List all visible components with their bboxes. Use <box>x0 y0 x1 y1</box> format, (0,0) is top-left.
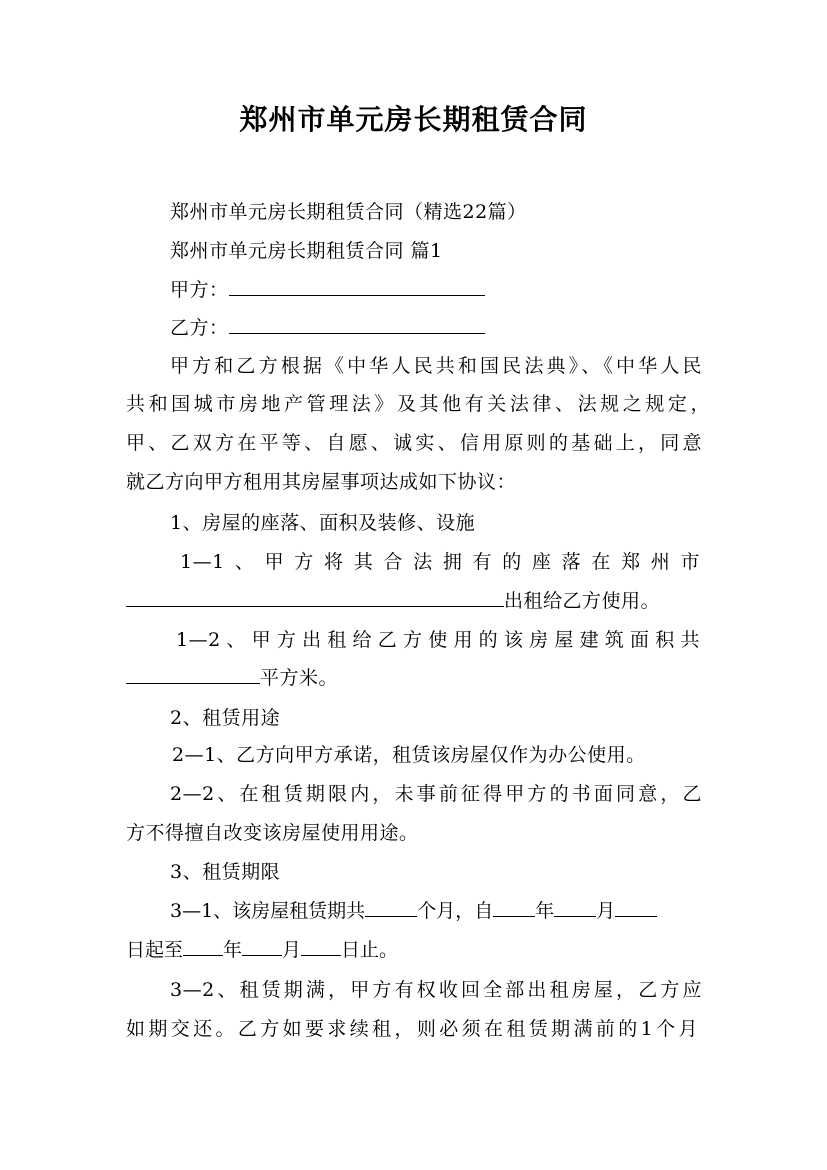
term-months-blank <box>365 896 417 917</box>
clause-3-1-line-2 <box>126 935 398 965</box>
start-year-unit: 年 <box>535 900 555 922</box>
intro-line-4: 就乙方向甲方租用其房屋事项达成如下协议： <box>126 471 517 493</box>
end-year-blank <box>183 935 223 956</box>
end-month-blank <box>242 935 282 956</box>
term-label: 3—1、该房屋租赁期共 <box>170 900 366 922</box>
section-heading: 郑州市单元房长期租赁合同 篇1 <box>170 240 443 262</box>
end-month-unit: 月 <box>282 939 302 961</box>
start-year-blank <box>493 896 535 917</box>
clause-2-heading: 2、租赁用途 <box>170 707 281 729</box>
term-months-unit: 个月，自 <box>417 900 494 922</box>
document-title: 郑州市单元房长期租赁合同 <box>239 103 588 136</box>
clause-1-1-line-2 <box>126 586 660 616</box>
clause-3-2-line-1: 3—2、租赁期满，甲方有权收回全部出租房屋，乙方应 <box>170 979 702 1001</box>
clause-1-1-text: 1—1、甲方将其合法拥有的座落在郑州市 <box>180 551 700 573</box>
party-b-label: 乙方： <box>170 317 229 339</box>
clause-3-heading: 3、租赁期限 <box>170 861 281 883</box>
clause-3-2-line-2: 如期交还。乙方如要求续租，则必须在租赁期满前的1个月 <box>126 1018 698 1040</box>
clause-1-2-text: 1—2、甲方出租给乙方使用的该房屋建筑面积共 <box>176 629 700 651</box>
party-a-blank <box>229 275 485 296</box>
location-blank <box>126 586 504 607</box>
clause-1-2-line-2 <box>126 663 338 693</box>
clause-1-heading: 1、房屋的座落、面积及装修、设施 <box>170 512 476 534</box>
intro-line-1: 甲方和乙方根据《中华人民共和国民法典》、《中华人民 <box>170 355 702 377</box>
party-b-blank <box>229 313 485 334</box>
end-year-unit: 年 <box>223 939 243 961</box>
clause-1-1-tail: 出租给乙方使用。 <box>504 590 661 612</box>
clause-3-1-line-1 <box>170 896 657 926</box>
party-b-line <box>170 313 485 343</box>
party-a-line <box>170 275 485 305</box>
start-month-blank <box>554 896 596 917</box>
party-a-label: 甲方： <box>170 279 229 301</box>
end-day-blank <box>301 935 341 956</box>
clause-2-2-line-2: 方不得擅自改变该房屋使用用途。 <box>126 822 419 844</box>
start-day-blank <box>615 896 657 917</box>
clause-2-1: 2—1、乙方向甲方承诺，租赁该房屋仅作为办公使用。 <box>172 744 646 766</box>
clause-1-2-tail: 平方米。 <box>260 667 339 689</box>
intro-line-2: 共和国城市房地产管理法》及其他有关法律、法规之规定， <box>126 393 710 415</box>
start-month-unit: 月 <box>596 900 616 922</box>
document-subtitle: 郑州市单元房长期租赁合同（精选22篇） <box>170 201 527 223</box>
end-day-unit: 日止。 <box>341 939 399 961</box>
clause-2-2-line-1: 2—2、在租赁期限内，未事前征得甲方的书面同意，乙 <box>170 783 702 805</box>
area-blank <box>126 663 260 684</box>
start-day-unit: 日起至 <box>126 939 184 961</box>
intro-line-3: 甲、乙双方在平等、自愿、诚实、信用原则的基础上，同意 <box>126 432 702 454</box>
